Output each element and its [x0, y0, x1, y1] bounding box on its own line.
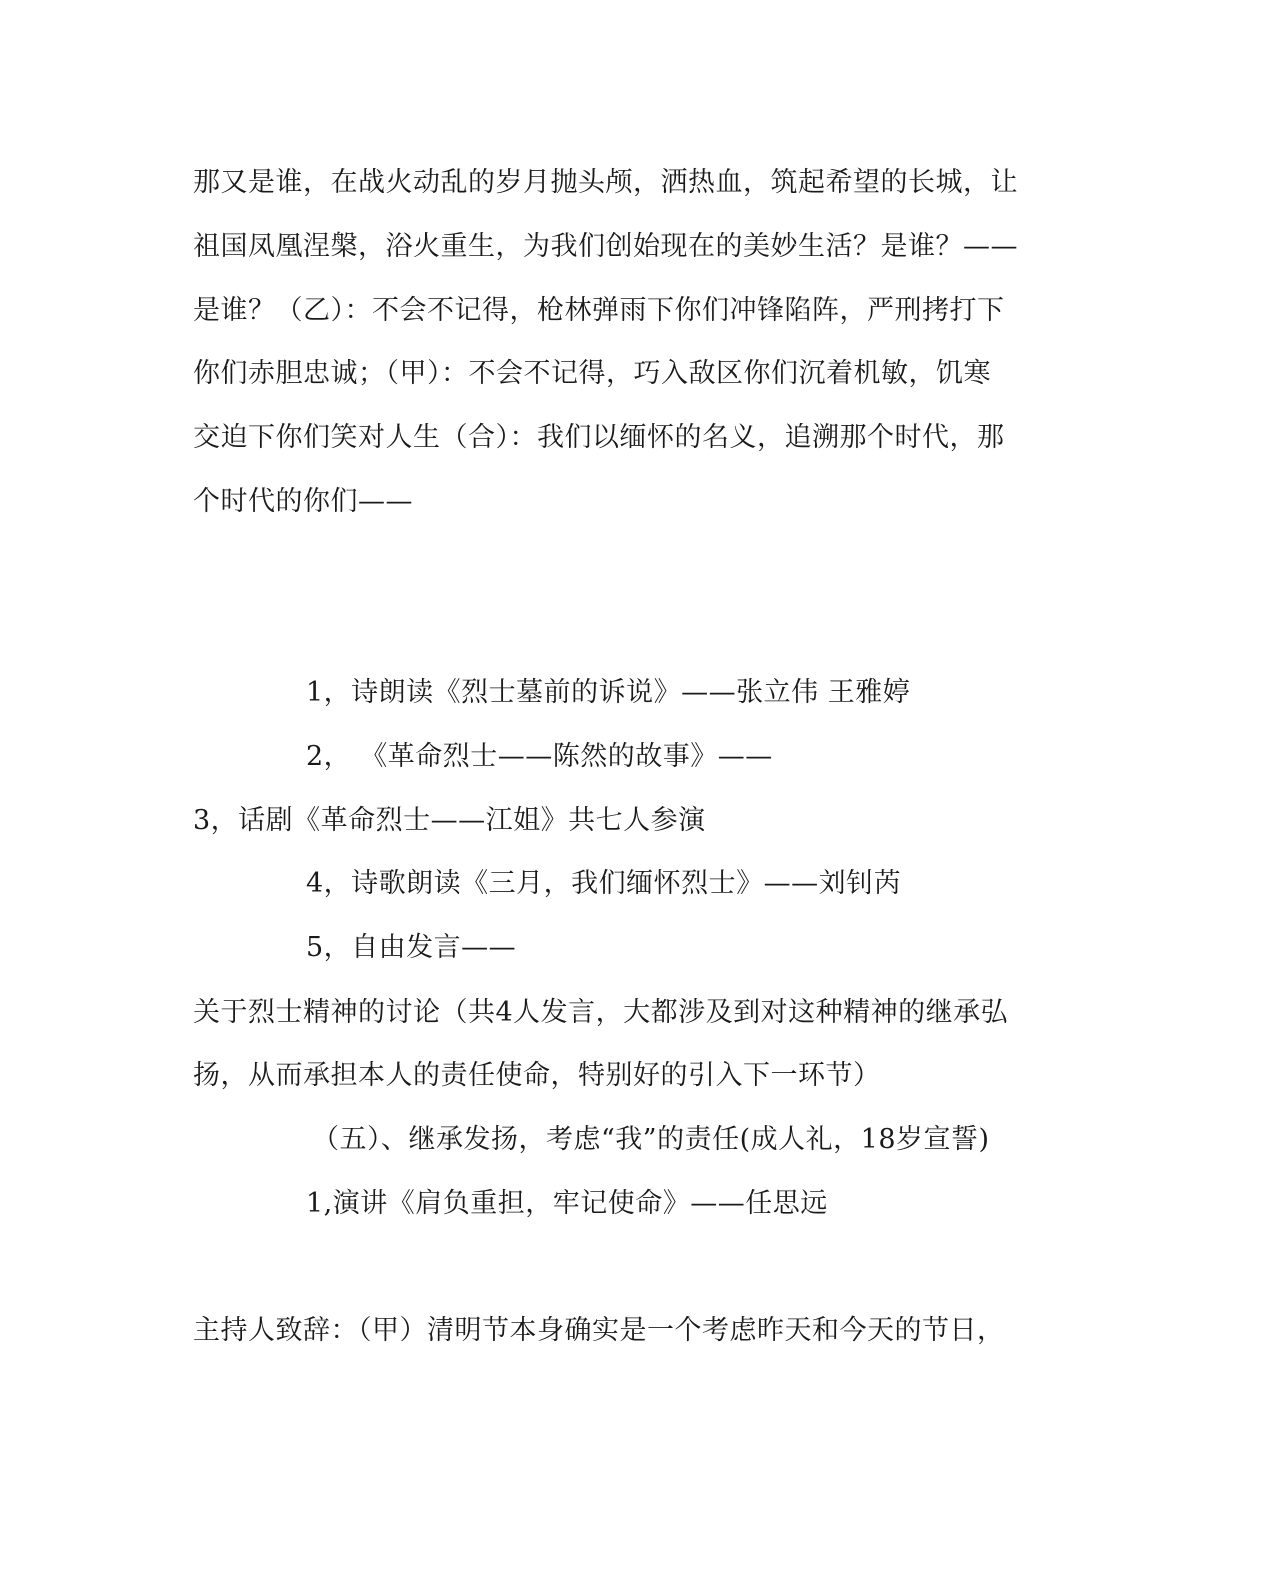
section-item-1: 1,演讲《肩负重担，牢记使命》——任思远	[306, 1188, 828, 1219]
paragraph-line: 是谁？（乙）：不会不记得，枪林弹雨下你们冲锋陷阵，严刑拷打下	[193, 295, 1005, 326]
paragraph-line: 那又是谁，在战火动乱的岁月抛头颅，洒热血，筑起希望的长城，让	[193, 167, 1018, 198]
paragraph-line: 你们赤胆忠诚；（甲）：不会不记得，巧入敌区你们沉着机敏，饥寒	[193, 358, 991, 389]
host-speech: 主持人致辞：（甲）清明节本身确实是一个考虑昨天和今天的节日，	[193, 1315, 1005, 1346]
program-item-4: 4，诗歌朗读《三月，我们缅怀烈士》——刘钊芮	[306, 868, 902, 899]
paragraph-line: 祖国凤凰涅槃，浴火重生，为我们创始现在的美妙生活？是谁？——	[193, 231, 1018, 262]
discussion-line: 扬，从而承担本人的责任使命，特别好的引入下一环节）	[193, 1060, 881, 1091]
program-item-2: 2， 《革命烈士——陈然的故事》——	[306, 741, 773, 772]
program-item-1: 1，诗朗读《烈士墓前的诉说》——张立伟 王雅婷	[306, 677, 911, 708]
program-item-3: 3，话剧《革命烈士——江姐》共七人参演	[193, 805, 706, 836]
section-heading: （五）、继承发扬，考虑“我”的责任(成人礼，18岁宣誓)	[312, 1124, 990, 1155]
program-item-5: 5，自由发言——	[306, 932, 517, 963]
discussion-line: 关于烈士精神的讨论（共4人发言，大都涉及到对这种精神的继承弘	[193, 997, 1009, 1028]
paragraph-line: 交迫下你们笑对人生（合）：我们以缅怀的名义，追溯那个时代，那	[193, 422, 1005, 453]
paragraph-line: 个时代的你们——	[193, 486, 413, 517]
